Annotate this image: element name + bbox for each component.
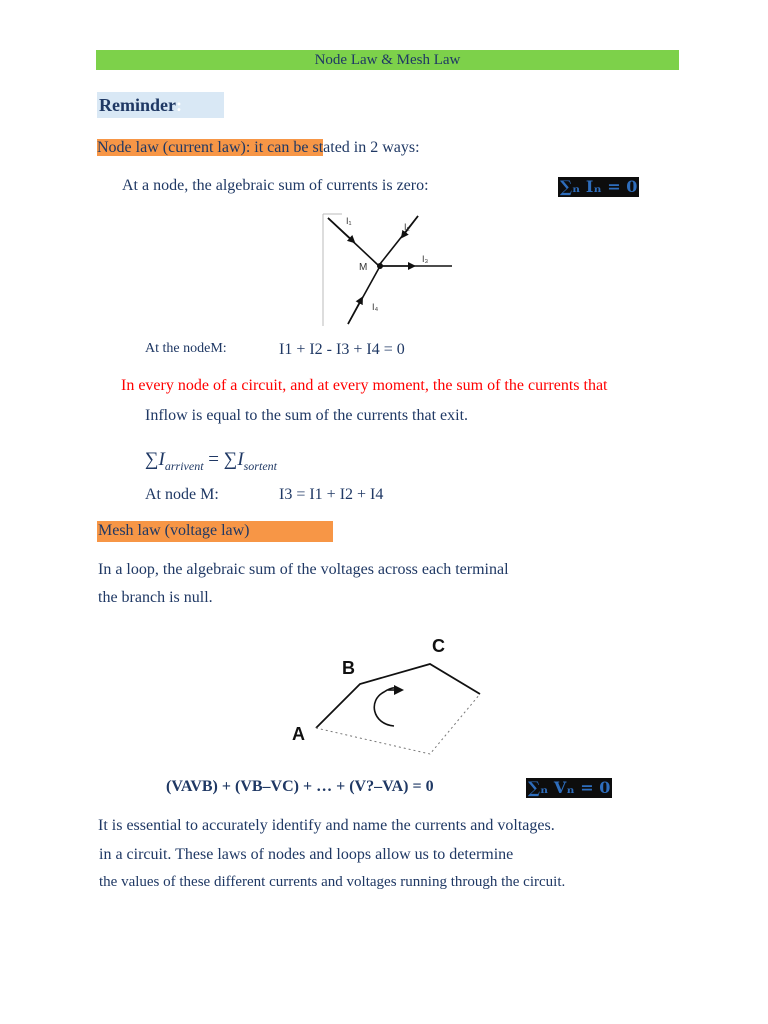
at-node-label: At the nodeM: [145,341,227,356]
conclusion-line3: the values of these different currents and voltages running through the circuit. [99,874,566,890]
conclusion-line1: It is essential to accurately identify and name the currents and voltages. [98,817,555,834]
mesh-equation: (VAVB) + (VB–VC) + … + (V?–VA) = 0 [166,778,434,795]
label-i4: I₄ [372,302,379,312]
node-law-formula: ∑ₙ Iₙ = 0 [560,177,638,196]
sum-right-subscript: sortent [243,458,277,473]
node-law-heading-highlight: Node law (current law): it can be st [97,139,324,156]
page-title: Node Law & Mesh Law [96,50,679,70]
mesh-law-formula: ∑ₙ Vₙ = 0 [528,778,611,797]
mesh-law-heading: Mesh law (voltage law) [98,522,250,539]
label-a: A [292,724,305,744]
at-node-m-label: At node M: [145,486,219,503]
label-b: B [342,658,355,678]
label-i3: I₃ [422,254,429,264]
mesh-law-line1: In a loop, the algebraic sum of the voltages across each terminal [98,561,509,578]
reminder-colon: : [176,95,182,115]
mesh-diagram [288,628,488,758]
node-law-red-statement: In every node of a circuit, and at every moment, the sum of the currents that [121,377,608,394]
label-m: M [359,262,368,273]
conclusion-line2: in a circuit. These laws of nodes and loops allow us to determine [99,846,514,863]
reminder-heading: Reminder [99,95,176,115]
inflow-statement: Inflow is equal to the sum of the currents that exit. [145,407,469,424]
mesh-branches [316,664,480,728]
label-c: C [432,636,445,656]
node-m-dot [377,263,383,269]
sum-left-subscript: arrivent [164,458,204,473]
node-law-heading-rest: ated in 2 ways: [323,139,420,156]
mesh-law-line2: the branch is null. [98,589,213,606]
at-node-m-equation: I3 = I1 + I2 + I4 [279,486,384,503]
circulation-arc [374,688,400,726]
arrow-i4 [348,298,362,324]
label-i2: I₂ [404,222,410,232]
label-i1: I₁ [346,216,352,226]
sum-equation: $\sum I_{arrivent} = \sum I_{sortent}$ [145,449,277,473]
node-law-statement: At a node, the algebraic sum of currents is zero: [122,177,429,194]
node-diagram [318,210,458,328]
at-node-equation: I1 + I2 - I3 + I4 = 0 [279,341,405,358]
node-law-heading [97,138,420,158]
